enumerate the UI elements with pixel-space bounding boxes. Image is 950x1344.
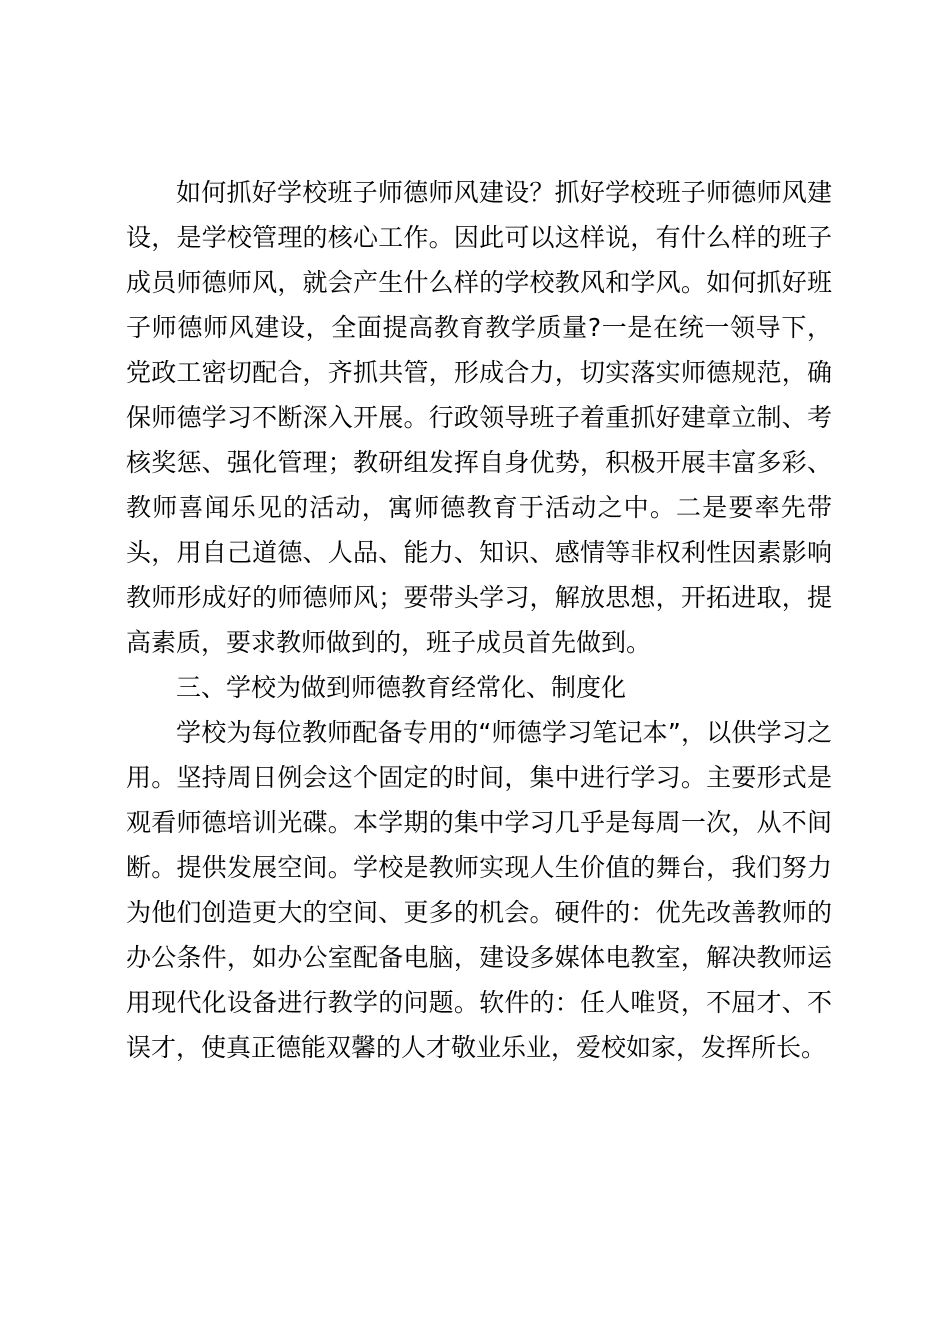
paragraph-leadership-ethics: 如何抓好学校班子师德师风建设？抓好学校班子师德师风建设，是学校管理的核心工作。因此可以这样说，有什么样的班子成员师德师风，就会产生什么样的学校教风和学风。如何抓好班子师德师风建设，全面提高教育教学质量?一是在统一领导下，党政工密切配合，齐抓共管，形成合力，切实落实师德规范，确保师德学习不断深入开展。行政领导班子着重抓好建章立制、考核奖惩、强化管理；教研组发挥自身优势，积极开展丰富多彩、教师喜闻乐见的活动，寓师德教育于活动之中。二是要率先带头，用自己道德、人品、能力、知识、感情等非权利性因素影响教师形成好的师德师风；要带头学习，解放思想，开拓进取，提高素质，要求教师做到的，班子成员首先做到。 [126, 178, 832, 657]
section-heading-3: 三、学校为做到师德教育经常化、制度化 [176, 673, 627, 702]
paragraph-regular-education: 学校为每位教师配备专用的“师德学习笔记本”，以供学习之用。坚持周日例会这个固定的时间，集中进行学习。主要形式是观看师德培训光碟。本学期的集中学习几乎是每周一次，从不间断。提供发展空间。学校是教师实现人生价值的舞台，我们努力为他们创造更大的空间、更多的机会。硬件的：优先改善教师的办公条件，如办公室配备电脑，建设多媒体电教室，解决教师运用现代化设备进行教学的问题。软件的：任人唯贤，不屈才、不误才，使真正德能双馨的人才敬业乐业，爱校如家，发挥所长。 [126, 718, 832, 1062]
document-body [126, 170, 832, 1070]
